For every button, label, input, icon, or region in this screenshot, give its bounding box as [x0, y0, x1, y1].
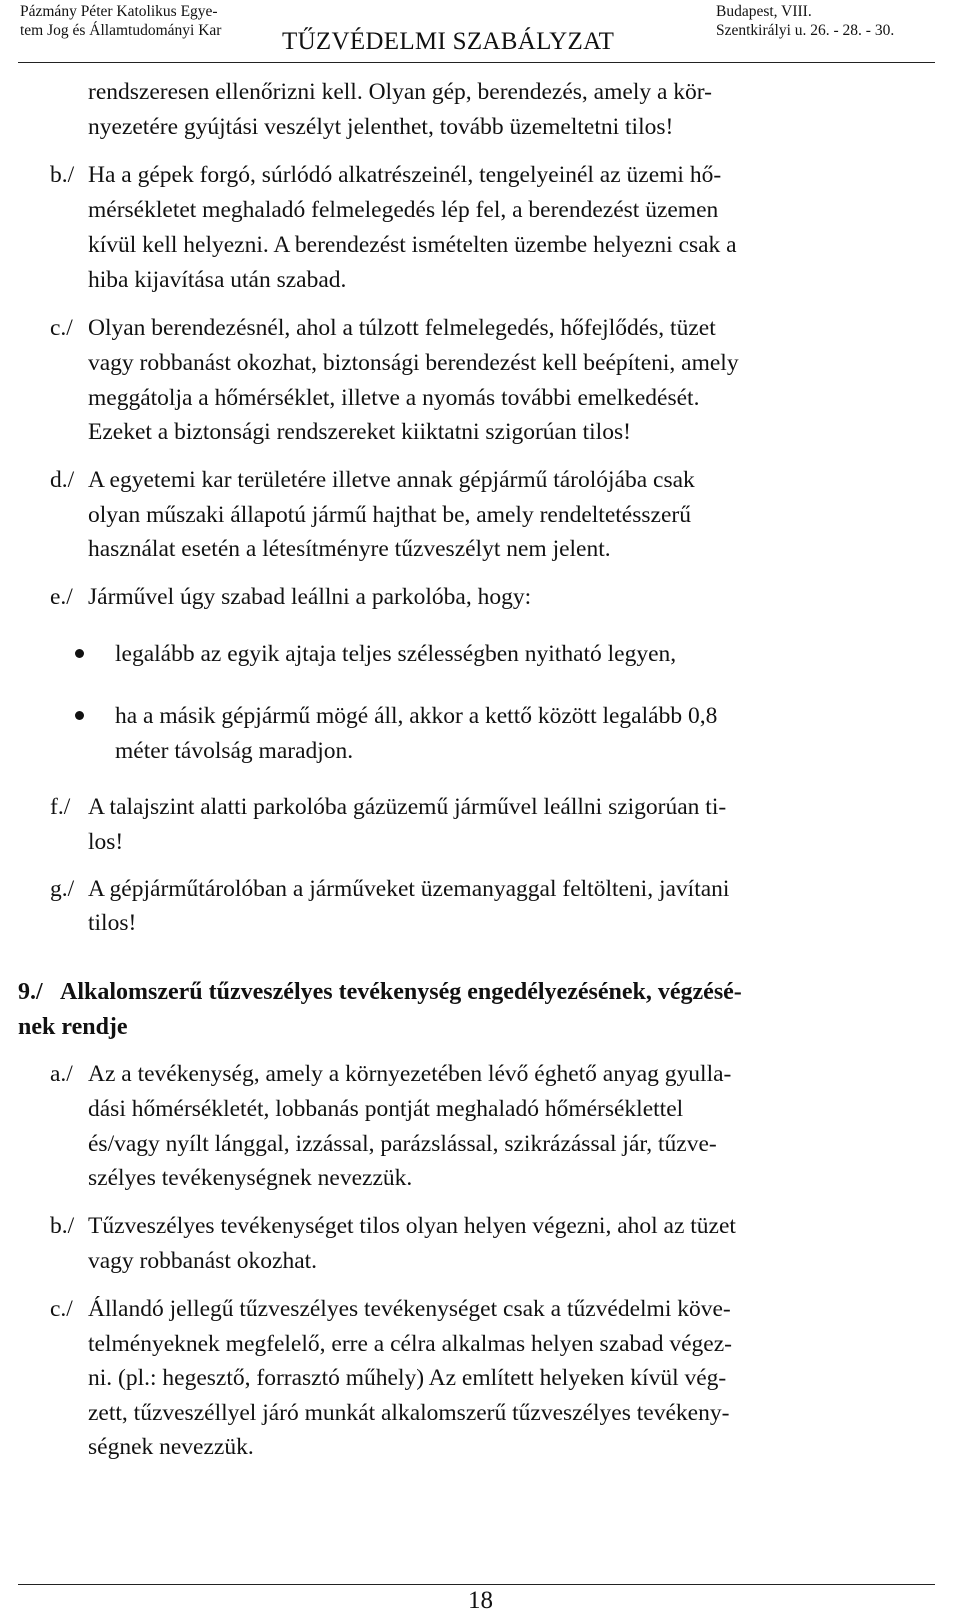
paragraph-intro-line-1: rendszeresen ellenőrizni kell. Olyan gép, berendezés, amely a kör- [88, 79, 712, 105]
item-c-line-2: vagy robbanást okozhat, biztonsági berendezést kell beépíteni, amely [88, 350, 739, 376]
item-g-line-1: A gépjárműtárolóban a járműveket üzemanyaggal feltölteni, javítani [88, 876, 730, 902]
bullet-1-line-1: legalább az egyik ajtaja teljes szélességben nyitható legyen, [115, 641, 677, 667]
item-e-label: e./ [50, 584, 73, 610]
item-9a-line-3: és/vagy nyílt lánggal, izzással, parázslással, szikrázással jár, tűzve- [88, 1131, 717, 1157]
item-g-line-2: tilos! [88, 910, 137, 936]
item-9c-label: c./ [50, 1296, 73, 1322]
section-9-title-line-2: nek rendje [18, 1014, 128, 1040]
item-b-label: b./ [50, 162, 75, 188]
header-document-title: TŰZVÉDELMI SZABÁLYZAT [282, 28, 615, 55]
header-institution-line-2: tem Jog és Államtudományi Kar [20, 22, 222, 39]
bullet-dot [75, 649, 84, 658]
item-c-line-4: Ezeket a biztonsági rendszereket kiiktatni szigorúan tilos! [88, 419, 631, 445]
item-b-line-4: hiba kijavítása után szabad. [88, 267, 347, 293]
item-d-line-2: olyan műszaki állapotú jármű hajthat be, amely rendeltetésszerű [88, 502, 691, 528]
item-f-line-1: A talajszint alatti parkolóba gázüzemű járművel leállni szigorúan ti- [88, 794, 727, 820]
item-9a-line-2: dási hőmérsékletét, lobbanás pontját meghaladó hőmérséklettel [88, 1096, 684, 1122]
section-9-number: 9./ [18, 979, 43, 1005]
item-b-line-2: mérsékletet meghaladó felmelegedés lép fel, a berendezést üzemen [88, 197, 719, 223]
section-9-title-line-1: Alkalomszerű tűzveszélyes tevékenység engedélyezésének, végzésé- [60, 979, 742, 1005]
header-institution [20, 2, 221, 40]
header-institution-line-1: Pázmány Péter Katolikus Egye- [20, 3, 218, 20]
paragraph-intro-line-2: nyezetére gyújtási veszélyt jelenthet, tovább üzemeltetni tilos! [88, 114, 674, 140]
item-9c-line-3: ni. (pl.: hegesztő, forrasztó műhely) Az említett helyeken kívül vég- [88, 1365, 727, 1391]
item-9c-line-4: zett, tűzveszéllyel járó munkát alkalomszerű tűzveszélyes tevékeny- [88, 1400, 730, 1426]
item-e-line-1: Járművel úgy szabad leállni a parkolóba, hogy: [88, 584, 532, 610]
item-9c-line-2: telményeknek megfelelő, erre a célra alkalmas helyen szabad végez- [88, 1331, 732, 1357]
item-9c-line-5: ségnek nevezzük. [88, 1434, 254, 1460]
item-9a-line-1: Az a tevékenység, amely a környezetében lévő éghető anyag gyulla- [88, 1061, 732, 1087]
item-9b-line-1: Tűzveszélyes tevékenységet tilos olyan helyen végezni, ahol az tüzet [88, 1213, 736, 1239]
bullet-2-line-2: méter távolság maradjon. [115, 738, 354, 764]
bullet-2-line-1: ha a másik gépjármű mögé áll, akkor a kettő között legalább 0,8 [115, 703, 718, 729]
item-9a-line-4: szélyes tevékenységnek nevezzük. [88, 1165, 413, 1191]
header-divider [18, 62, 935, 63]
header-address [716, 2, 894, 40]
item-b-line-1: Ha a gépek forgó, súrlódó alkatrészeinél, tengelyeinél az üzemi hő- [88, 162, 722, 188]
item-d-line-3: használat esetén a létesítményre tűzveszélyt nem jelent. [88, 536, 611, 562]
item-d-label: d./ [50, 467, 75, 493]
item-g-label: g./ [50, 876, 75, 902]
item-9b-label: b./ [50, 1213, 75, 1239]
header-address-line-2: Szentkirályi u. 26. - 28. - 30. [716, 22, 895, 39]
item-d-line-1: A egyetemi kar területére illetve annak gépjármű tárolójába csak [88, 467, 695, 493]
item-c-line-1: Olyan berendezésnél, ahol a túlzott felmelegedés, hőfejlődés, tüzet [88, 315, 716, 341]
item-f-label: f./ [50, 794, 71, 820]
item-c-label: c./ [50, 315, 73, 341]
page-number: 18 [468, 1587, 493, 1614]
item-c-line-3: meggátolja a hőmérséklet, illetve a nyomás további emelkedését. [88, 385, 700, 411]
item-9a-label: a./ [50, 1061, 73, 1087]
item-b-line-3: kívül kell helyezni. A berendezést ismételten üzembe helyezni csak a [88, 232, 737, 258]
bullet-dot [75, 711, 84, 720]
header-address-line-1: Budapest, VIII. [716, 3, 812, 20]
item-9b-line-2: vagy robbanást okozhat. [88, 1248, 318, 1274]
item-f-line-2: los! [88, 829, 124, 855]
item-9c-line-1: Állandó jellegű tűzveszélyes tevékenységet csak a tűzvédelmi köve- [88, 1296, 731, 1322]
footer-divider [18, 1584, 935, 1585]
